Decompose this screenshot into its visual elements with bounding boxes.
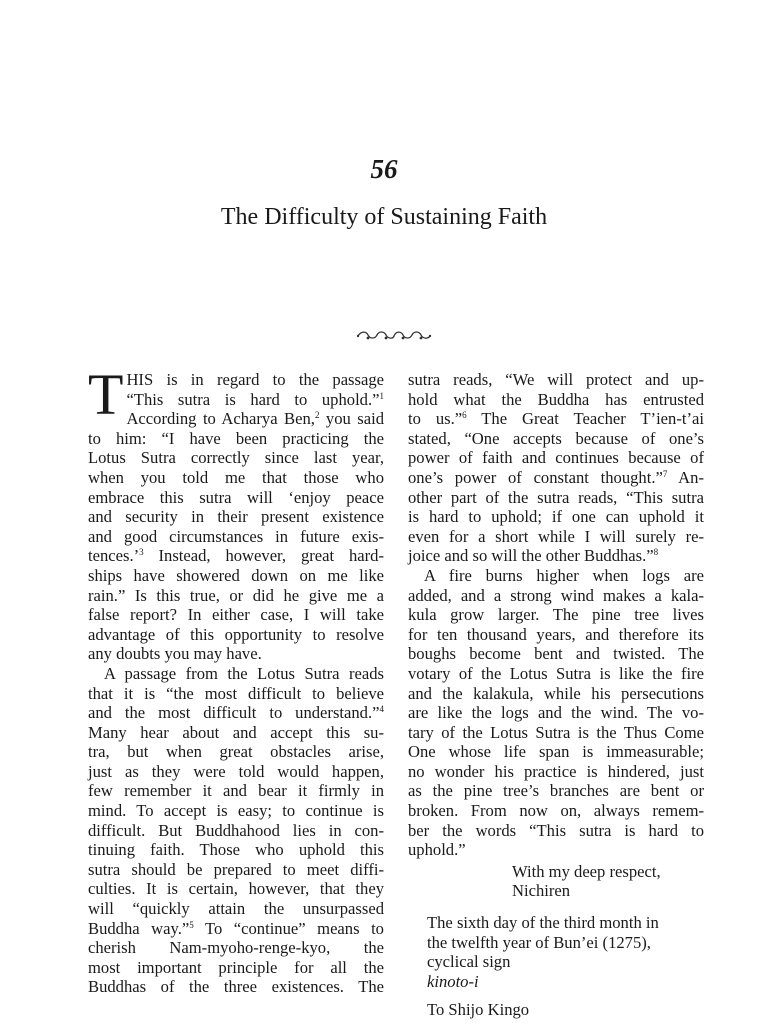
text-line: Many hear about and accept this su-	[88, 722, 384, 742]
text-line: for ten thousand years, and therefore its	[408, 624, 704, 644]
right-column	[408, 370, 704, 1020]
text-line: mind. To accept is easy; to continue is	[88, 801, 384, 821]
text-line: culties. It is certain, however, that they	[88, 879, 384, 899]
drop-cap: T	[88, 362, 124, 427]
text-line: “This sutra is hard to uphold.”$^1$	[126, 389, 384, 409]
closing-signature	[408, 862, 704, 901]
text-line: stated, “One accepts because of one’s	[408, 428, 704, 448]
text-line: any doubts you may have.	[88, 644, 262, 664]
text-line: sutra reads, “We will protect and up-	[408, 370, 704, 389]
text-line: will “quickly attain the unsurpassed	[88, 899, 384, 919]
footnote-marker: 2	[314, 410, 320, 421]
text-line: uphold.”	[408, 840, 466, 860]
text-line: Buddhas of the three existences. The	[88, 977, 384, 997]
text-line: tinuing faith. Those who uphold this	[88, 840, 384, 860]
chapter-number: 56	[370, 154, 398, 184]
text-line: that it is “the most difficult to believe	[88, 683, 384, 703]
footnote-marker: 6	[462, 410, 467, 421]
paragraph	[408, 370, 704, 566]
text-line: A fire burns higher when logs are	[424, 565, 704, 585]
text-line: kula grow larger. The pine tree lives	[408, 605, 704, 625]
footnote-marker: 1	[379, 390, 384, 401]
footnote-marker: 8	[653, 547, 659, 558]
text-line: even for a short while I will surely re-	[408, 526, 704, 546]
paragraph	[408, 566, 704, 860]
text-line: added, and a strong wind makes a kala-	[408, 585, 704, 605]
chapter-title: The Difficulty of Sustaining Faith	[220, 204, 548, 230]
text-line: and security in their present existence	[88, 507, 384, 527]
text-line: Buddha way.”$^5$ To “continue” means to	[88, 918, 384, 938]
text-line: and good circumstances in future exis-	[88, 526, 384, 546]
text-line: other part of the sutra reads, “This sutra	[408, 487, 704, 507]
text-line: rain.” Is this true, or did he give me a	[88, 585, 384, 605]
text-line: few remember it and bear it firmly in	[88, 781, 384, 801]
text-line: when you told me that those who	[88, 467, 384, 487]
dateline-line: cyclical sign kinoto-i	[427, 952, 511, 991]
text-line: tences.’$^3$ Instead, however, great hard-	[88, 546, 384, 566]
closing-line: With my deep respect,	[512, 861, 661, 881]
text-line: ber the words “This sutra is hard to	[408, 820, 704, 840]
text-line: A passage from the Lotus Sutra reads	[104, 663, 384, 683]
text-line: tary of the Lotus Sutra is the Thus Come	[408, 722, 704, 742]
left-column	[88, 362, 384, 997]
text-line: One whose life span is immeasurable;	[408, 742, 704, 762]
text-line: just as they were told would happen,	[88, 761, 384, 781]
text-line: hold what the Buddha has entrusted	[408, 389, 704, 409]
footnote-marker: 5	[189, 919, 194, 930]
text-line: no wonder his practice is hindered, just	[408, 761, 704, 781]
text-line: advantage of this opportunity to resolve	[88, 624, 384, 644]
text-line: as the pine tree’s branches are bent or	[408, 781, 704, 801]
text-line: to him: “I have been practicing the	[88, 428, 384, 448]
text-line: boughs become bent and twisted. The	[408, 644, 704, 664]
text-line: false report? In either case, I will take	[88, 605, 384, 625]
footnote-marker: 4	[379, 704, 384, 715]
ornament-divider-icon	[355, 329, 433, 343]
text-line: is hard to uphold; if one can uphold it	[408, 507, 704, 527]
text-line: and the most difficult to understand.”$^4$	[88, 703, 384, 723]
text-line: power of faith and continues because of	[408, 448, 704, 468]
text-line: HIS is in regard to the passage	[126, 370, 384, 389]
text-line: sutra should be prepared to meet diffi-	[88, 859, 384, 879]
paragraph	[88, 664, 384, 997]
recipient: To Shijo Kingo	[427, 1000, 530, 1020]
dateline-line: the twelfth year of Bun’ei (1275),	[427, 932, 651, 952]
text-line: cherish Nam-myoho-renge-kyo, the	[88, 938, 384, 958]
text-line: difficult. But Buddhahood lies in con-	[88, 820, 384, 840]
text-line: and the kalakula, while his persecutions	[408, 683, 704, 703]
text-line: votary of the Lotus Sutra is like the fire	[408, 663, 704, 683]
text-line: tra, but when great obstacles arise,	[88, 742, 384, 762]
text-line: broken. From now on, always remem-	[408, 801, 704, 821]
text-line: embrace this sutra will ‘enjoy peace	[88, 487, 384, 507]
text-line: ships have showered down on me like	[88, 565, 384, 585]
footnote-marker: 7	[662, 468, 668, 479]
text-line: one’s power of constant thought.”$^7$ An-	[408, 467, 704, 487]
footnote-marker: 3	[139, 547, 144, 558]
dateline-line: The sixth day of the third month in	[427, 913, 659, 933]
signature-name: Nichiren	[512, 881, 571, 901]
paragraph	[88, 362, 384, 664]
text-line: to us.”$^6$ The Great Teacher T’ien-t’ai	[408, 409, 704, 429]
dateline	[408, 913, 704, 991]
text-line: According to Acharya Ben,$^2$ you said	[126, 409, 384, 429]
text-line: are like the logs and the wind. The vo-	[408, 703, 704, 723]
cyclical-sign: kinoto-i	[427, 971, 479, 991]
text-line: Lotus Sutra correctly since last year,	[88, 448, 384, 468]
text-line: most important principle for all the	[88, 957, 384, 977]
text-line: joice and so will the other Buddhas.”$^8$	[408, 546, 659, 566]
